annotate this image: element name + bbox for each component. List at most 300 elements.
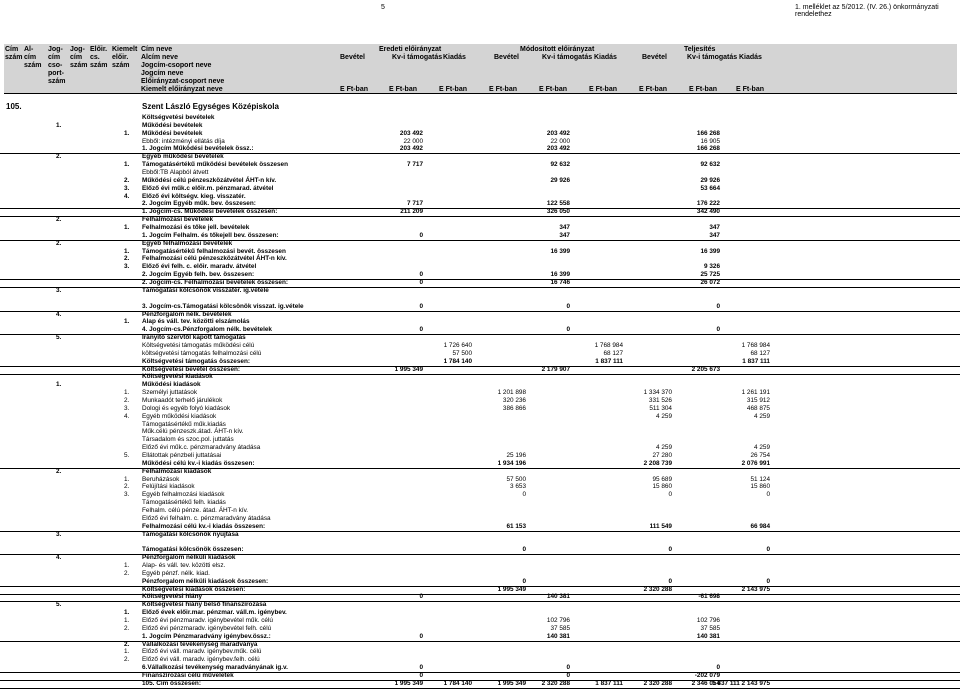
row-value: 0 (566, 302, 570, 310)
row-value: 2 143 975 (741, 585, 770, 593)
row-label: Felhalmozási kiadások (142, 467, 212, 475)
row-value: 0 (522, 546, 526, 554)
table-header (4, 44, 957, 94)
name-header-3: Jogcím-csoport neve (141, 62, 212, 69)
col-eloir: Előir. cs. szám (90, 46, 108, 69)
row-cim-number: 2. (56, 239, 62, 247)
table-row (0, 452, 960, 460)
row-label: Költségvetési támogatás működési célú (142, 341, 255, 349)
row-value: 0 (716, 326, 720, 334)
row-cim-number: 2. (56, 216, 62, 224)
row-value: 1 837 111 2 143 975 (712, 679, 770, 687)
row-value: 0 (419, 632, 423, 640)
section-number: 105. (6, 102, 22, 111)
name-header-5: Előirányzat-csoport neve (141, 78, 225, 85)
table-row (0, 287, 960, 295)
name-header-6: Kiemelt előirányzat neve (141, 86, 223, 93)
row-label: Előző évi váll. maradv. igénybev.műk. célú (142, 648, 262, 656)
row-label: Dologi és egyéb folyó kiadások (142, 404, 231, 412)
row-label: Költségvetési bevételek (142, 114, 215, 121)
table-row (0, 617, 960, 625)
row-label: Felhalm. célú pénze. átad. ÁHT-n kív. (142, 507, 249, 514)
unit-4: E Ft-ban (489, 86, 517, 93)
row-value: 0 (522, 491, 526, 499)
row-value: 0 (419, 664, 423, 672)
table-row (0, 491, 960, 499)
unit-9: E Ft-ban (736, 86, 764, 93)
row-item-number: 1. (124, 224, 130, 232)
row-value: 102 796 (696, 617, 720, 625)
row-label: Beruházások (142, 475, 180, 483)
row-value: 2 179 907 (541, 365, 570, 373)
row-label: Ellátottak pénzbeli juttatásai (142, 451, 222, 459)
row-value: 7 717 (407, 161, 423, 169)
row-label: Támogatásértékű felh. kiadás (142, 499, 226, 507)
row-value: 0 (766, 546, 770, 554)
table-row (0, 373, 960, 381)
row-label: Felhalmozási bevételek (142, 216, 214, 224)
row-value: 0 (668, 491, 672, 499)
row-value: 140 381 (546, 632, 570, 640)
row-value: 140 381 (546, 593, 570, 601)
row-value: 1 837 111 (595, 357, 623, 365)
row-value: 92 632 (700, 161, 720, 169)
row-item-number: 5. (124, 451, 130, 459)
row-value: 57 500 (506, 475, 526, 483)
row-value: 468 875 (746, 404, 770, 412)
table-row (0, 122, 960, 130)
row-value: 2 320 288 (541, 679, 570, 687)
row-label: költségvetési támogatás felhalmozási célú (142, 349, 262, 357)
row-value: 15 860 (750, 483, 770, 491)
row-label: Költségvetési kiadások (142, 373, 213, 381)
row-label: 2. Jogcím Egyéb műk. bev. összesen: (142, 200, 256, 208)
row-label: Ebből: intézményi ellátás díja (142, 137, 225, 145)
row-label: 1. Jogcím-cs. Működési bevételek összesen: (142, 208, 278, 216)
col-kiemelt: Kiemelt előir. szám (112, 46, 138, 69)
row-value: 0 (419, 593, 423, 601)
row-label: Egyéb pénzf. nélk. kiad. (142, 569, 210, 577)
row-value: 57 500 (452, 349, 472, 357)
row-label: Költségvetési hiány belső finanszírozása (142, 601, 267, 609)
table-row (0, 177, 960, 185)
unit-2: E Ft-ban (389, 86, 417, 93)
row-value: 315 912 (746, 396, 770, 404)
row-label: Támogatásértékű felhalmozási bevét. összesen (142, 247, 286, 255)
row-label: Előző évi váll. maradv. igénybev.felh. célú (142, 656, 260, 664)
sub-bevetel-2: Bevétel (494, 54, 519, 61)
table-row (0, 169, 960, 177)
row-value: 1 201 898 (497, 389, 526, 397)
row-label: Előző évi pénzmaradv. igénybevétel műk. célú (142, 617, 273, 625)
row-label: 1. Jogcím Felhalm. és tőkejell bev. összesen: (142, 231, 279, 239)
row-label: Előző évi felhalm. c. pénzmaradvány átadása (142, 514, 271, 522)
row-value: 347 (709, 231, 720, 239)
row-cim-number: 4. (56, 554, 62, 562)
row-label: Előző évi felh. c. előir. maradv. átvétel (142, 263, 257, 271)
group-eredeti: Eredeti előirányzat (379, 46, 442, 53)
row-label: Pénzforgalom nélküli kiadások összesen: (142, 577, 269, 585)
table-row (0, 476, 960, 484)
row-value: 0 (419, 271, 423, 279)
table-row (0, 413, 960, 421)
row-label: Társadalom és szoc.pol. juttatás (142, 436, 234, 444)
row-label: Felhalmozási és tőke jell. bevételek (142, 224, 250, 232)
row-cim-number: 2. (56, 467, 62, 475)
row-item-number: 1. (124, 609, 130, 617)
col-jogcimcsoport: Jog- cím cso- port- szám (48, 46, 66, 85)
row-item-number: 1. (124, 389, 130, 397)
sub-bevetel-3: Bevétel (642, 54, 667, 61)
table-row (0, 531, 960, 539)
table-row (0, 570, 960, 578)
row-label: Költségvetési kiadások összesen: (142, 585, 246, 593)
row-label: 1. Jogcím Pénzmaradvány igénybev.össz.: (142, 632, 271, 640)
row-label: Pénzforgalom nélküli kiadások (142, 554, 236, 562)
row-label: 1. Jogcím Működési bevételek össz.: (142, 145, 254, 153)
row-value: 0 (566, 672, 570, 680)
row-item-number: 2. (124, 569, 130, 577)
row-value: 9 326 (704, 263, 720, 271)
row-label: Költségvetési hiány (142, 593, 203, 601)
row-value: 342 490 (696, 208, 720, 216)
row-value: 1 995 349 (497, 585, 526, 593)
row-label: Felhalmozási célú kv.-i kiadás összesen: (142, 522, 266, 530)
row-item-number: 2. (124, 255, 130, 263)
sub-kiadas-3: Kiadás (739, 54, 762, 61)
row-item-number: 1. (124, 562, 130, 570)
row-value: 203 492 (399, 145, 423, 153)
row-value: 203 492 (546, 145, 570, 153)
row-cim-number: 2. (56, 153, 62, 161)
row-item-number: 2. (124, 396, 130, 404)
unit-3: E Ft-ban (439, 86, 467, 93)
row-cim-number: 1. (56, 121, 62, 129)
row-value: 66 984 (750, 522, 770, 530)
row-label: Támogatási kölcsönök visszatér. ig.vétele (142, 286, 269, 294)
table-row (0, 311, 960, 319)
row-item-number: 1. (124, 475, 130, 483)
group-modositott: Módosított előirányzat (520, 46, 595, 53)
row-value: 176 222 (696, 200, 720, 208)
row-value: 2 320 288 (643, 679, 672, 687)
row-value: 29 926 (700, 176, 720, 184)
row-value: 320 236 (502, 396, 526, 404)
row-value: 53 664 (700, 184, 720, 192)
row-label: Támogatásértékű műk.kiadás (142, 420, 226, 428)
sub-kvi-2: Kv-i támogatás (542, 54, 593, 61)
row-label: Ebből:TB Alapból átvett (142, 169, 209, 177)
row-item-number: 1. (124, 161, 130, 169)
table-row (0, 515, 960, 523)
row-item-number: 3. (124, 184, 130, 192)
row-label: 6.Vállalkozási tevékenység maradványának ig.v. (142, 664, 288, 672)
row-label: Alap- és váll. tev. közötti elsz. (142, 562, 226, 570)
row-label: Műk.célú pénzeszk.átad. ÁHT-n kív. (142, 428, 244, 436)
row-label: Előző évi műk.c előir.m. pénzmarad. átvétel (142, 184, 274, 192)
row-value: 111 549 (649, 522, 672, 530)
row-value: 347 (709, 224, 720, 232)
row-value: 16 905 (700, 137, 720, 145)
row-value: 2 208 739 (643, 459, 672, 467)
row-value: 1 934 196 (497, 459, 526, 467)
table-row (0, 240, 960, 248)
row-value: 1 837 111 (742, 357, 770, 365)
row-label: Személyi juttatások (142, 389, 198, 397)
row-label: 2. Jogcím-cs. Felhalmozási bevételek összesen: (142, 279, 288, 287)
row-label: Támogatási kölcsönök összesen: (142, 546, 244, 554)
table-row (0, 483, 960, 491)
row-value: 51 124 (750, 475, 770, 483)
row-label: Támogatási kölcsönök nyújtása (142, 530, 239, 538)
table-row (0, 562, 960, 570)
row-label: Egyéb felhalmozási bevételek (142, 239, 233, 247)
row-value: 0 (668, 546, 672, 554)
row-item-number: 2. (124, 640, 130, 648)
row-item-number: 1. (124, 247, 130, 255)
table-row (0, 648, 960, 656)
name-header-2: Alcím neve (141, 54, 178, 61)
row-label: Egyéb működési bevételek (142, 153, 224, 161)
row-value: 2 205 673 (691, 365, 720, 373)
row-value: 0 (419, 279, 423, 287)
table-row (0, 318, 960, 326)
row-label: Előző évi pénzmaradv. igénybevétel felh. célú (142, 624, 272, 632)
row-value: 0 (419, 302, 423, 310)
table-row (0, 625, 960, 633)
row-item-number: 1. (124, 617, 130, 625)
table-row (0, 114, 960, 122)
table-row (0, 554, 960, 562)
row-value: 0 (766, 577, 770, 585)
table-row (0, 641, 960, 649)
row-item-number: 3. (124, 491, 130, 499)
row-value: 16 399 (550, 271, 570, 279)
row-value: 1 995 349 (497, 679, 526, 687)
table-row (0, 153, 960, 161)
row-item-number: 2. (124, 176, 130, 184)
row-value: 386 866 (502, 404, 526, 412)
table-row (0, 389, 960, 397)
row-cim-number: 4. (56, 310, 62, 318)
table-row (0, 130, 960, 138)
row-value: 1 768 984 (594, 341, 623, 349)
row-value: 331 526 (648, 396, 672, 404)
row-cim-number: 3. (56, 286, 62, 294)
row-item-number: 4. (124, 412, 130, 420)
row-value: 0 (566, 326, 570, 334)
row-cim-number: 5. (56, 601, 62, 609)
row-value: 15 860 (652, 483, 672, 491)
table-row (0, 680, 960, 689)
table-row (0, 138, 960, 146)
unit-5: E Ft-ban (539, 86, 567, 93)
row-label: Támogatásértékű működési bevételek összesen (142, 161, 288, 169)
row-label: Munkaadót terhelő járulékok (142, 396, 223, 404)
row-label: Költségvetési támogatás összesen: (142, 357, 250, 365)
row-label: Finanszírozási célú műveletek (142, 672, 234, 680)
row-value: -61 698 (698, 593, 720, 601)
unit-8: E Ft-ban (689, 86, 717, 93)
table-row (0, 224, 960, 232)
row-value: 95 689 (652, 475, 672, 483)
row-value: 0 (566, 664, 570, 672)
table-row (0, 161, 960, 169)
row-value: 7 717 (407, 200, 423, 208)
table-row (0, 436, 960, 444)
row-cim-number: 3. (56, 530, 62, 538)
row-value: 3 653 (510, 483, 526, 491)
row-value: 1 261 191 (741, 389, 770, 397)
table-row (0, 405, 960, 413)
row-value: 4 259 (656, 412, 672, 420)
row-label: Működési célú kv.-i kiadás összesen: (142, 459, 255, 467)
row-value: 27 280 (652, 451, 672, 459)
row-value: 203 492 (546, 129, 570, 137)
row-value: 2 320 288 (643, 585, 672, 593)
sub-kvi-1: Kv-i támogatás (392, 54, 443, 61)
row-value: 2 346 054 (691, 679, 720, 687)
row-value: 22 000 (550, 137, 570, 145)
col-jogcim: Jog- cím szám (70, 46, 88, 69)
row-label: Vállalkozási tevékenység maradványa (142, 640, 258, 648)
row-value: 4 259 (754, 444, 770, 452)
row-value: 4 259 (754, 412, 770, 420)
row-value: 29 926 (550, 176, 570, 184)
row-item-number: 2. (124, 624, 130, 632)
row-label: 3. Jogcím-cs.Támogatási kölcsönök visszat. ig.vétele (142, 302, 304, 310)
row-value: 68 127 (750, 349, 770, 357)
row-value: 61 153 (506, 522, 526, 530)
row-item-number: 1. (124, 318, 130, 326)
row-item-number: 1. (124, 129, 130, 137)
row-label: Működési célú pénzeszközátvétel ÁHT-n kív. (142, 176, 277, 184)
row-label: Pénzforgalom nélk. bevételek (142, 310, 232, 318)
section-title: Szent László Egységes Középiskola (142, 102, 279, 111)
row-value: 347 (559, 224, 570, 232)
page-number: 5 (381, 4, 385, 11)
unit-6: E Ft-ban (589, 86, 617, 93)
row-value: 0 (419, 326, 423, 334)
table-row (0, 216, 960, 224)
row-value: 347 (559, 231, 570, 239)
row-value: 326 050 (546, 208, 570, 216)
row-item-number: 2. (124, 483, 130, 491)
col-cim: Cím szám (5, 46, 23, 61)
row-label: Felhalmozási célú pénzeszközátvétel ÁHT-n kív. (142, 255, 287, 263)
sub-kiadas-1: Kiadás (443, 54, 466, 61)
table-row (0, 609, 960, 617)
row-label: Működési kiadások (142, 381, 201, 389)
row-value: 1 995 349 (394, 679, 423, 687)
row-value: 166 268 (696, 129, 720, 137)
row-value: 37 585 (550, 624, 570, 632)
table-row (0, 334, 960, 342)
table-row (0, 397, 960, 405)
table-row (0, 350, 960, 358)
row-value: 511 304 (649, 404, 672, 412)
row-value: 92 632 (550, 161, 570, 169)
row-value: 1 784 140 (443, 679, 472, 687)
row-value: 2 076 991 (741, 459, 770, 467)
row-value: 122 558 (546, 200, 570, 208)
row-value: 4 259 (656, 444, 672, 452)
row-item-number: 1. (124, 648, 130, 656)
table-row (0, 193, 960, 201)
row-value: 1 334 370 (643, 389, 672, 397)
name-header-4: Jogcím neve (141, 70, 184, 77)
row-value: 1 726 640 (443, 341, 472, 349)
table-row (0, 295, 960, 303)
unit-1: E Ft-ban (340, 86, 368, 93)
table-row (0, 428, 960, 436)
sub-kvi-3: Kv-i támogatás (687, 54, 738, 61)
row-label: 105. Cím összesen: (142, 679, 201, 687)
group-teljesites: Teljesítés (684, 46, 716, 53)
table-row (0, 381, 960, 389)
row-label: 4. Jogcím-cs.Pénzforgalom nélk. bevételek (142, 326, 272, 334)
row-item-number: 4. (124, 192, 130, 200)
row-label: Működési bevételek (142, 129, 203, 137)
row-value: 0 (668, 577, 672, 585)
row-value: 166 268 (696, 145, 720, 153)
row-value: 16 399 (700, 247, 720, 255)
row-label: Felújítási kiadások (142, 483, 195, 491)
row-label: Irányító szervtől kapott támogatás (142, 334, 246, 342)
row-value: 37 585 (700, 624, 720, 632)
table-row (0, 601, 960, 609)
row-value: 68 127 (603, 349, 623, 357)
table-row (0, 185, 960, 193)
sub-kiadas-2: Kiadás (594, 54, 617, 61)
sub-bevetel-1: Bevétel (340, 54, 365, 61)
row-value: 25 196 (506, 451, 526, 459)
name-header-1: Cím neve (141, 46, 173, 53)
row-value: 0 (419, 672, 423, 680)
row-value: 203 492 (399, 129, 423, 137)
row-value: 0 (522, 577, 526, 585)
table-row (0, 342, 960, 350)
row-value: -202 079 (694, 672, 720, 680)
row-value: 0 (419, 231, 423, 239)
row-value: 26 754 (750, 451, 770, 459)
row-value: 25 725 (700, 271, 720, 279)
row-label: Egyéb felhalmozási kiadások (142, 491, 225, 499)
row-item-number: 3. (124, 263, 130, 271)
table-row (0, 499, 960, 507)
row-value: 1 784 140 (443, 357, 472, 365)
table-row (0, 656, 960, 664)
table-row (0, 444, 960, 452)
row-value: 102 796 (546, 617, 570, 625)
row-value: 0 (766, 491, 770, 499)
row-label: Előző évek előir.mar. pénzmar. váll.m. igénybev. (142, 609, 287, 617)
table-row (0, 263, 960, 271)
row-label: Egyéb működési kiadások (142, 412, 217, 420)
row-value: 16 746 (550, 279, 570, 287)
row-value: 211 209 (400, 208, 423, 216)
table-row (0, 538, 960, 546)
row-value: 0 (716, 302, 720, 310)
row-value: 1 837 111 (595, 679, 623, 687)
row-value: 1 995 349 (394, 365, 423, 373)
row-label: Előző évi műk.c. pénzmaradvány átadása (142, 444, 261, 452)
table-row (0, 255, 960, 263)
row-label: Működési bevételek (142, 121, 203, 129)
row-value: 140 381 (696, 632, 720, 640)
row-item-number: 3. (124, 404, 130, 412)
unit-7: E Ft-ban (639, 86, 667, 93)
